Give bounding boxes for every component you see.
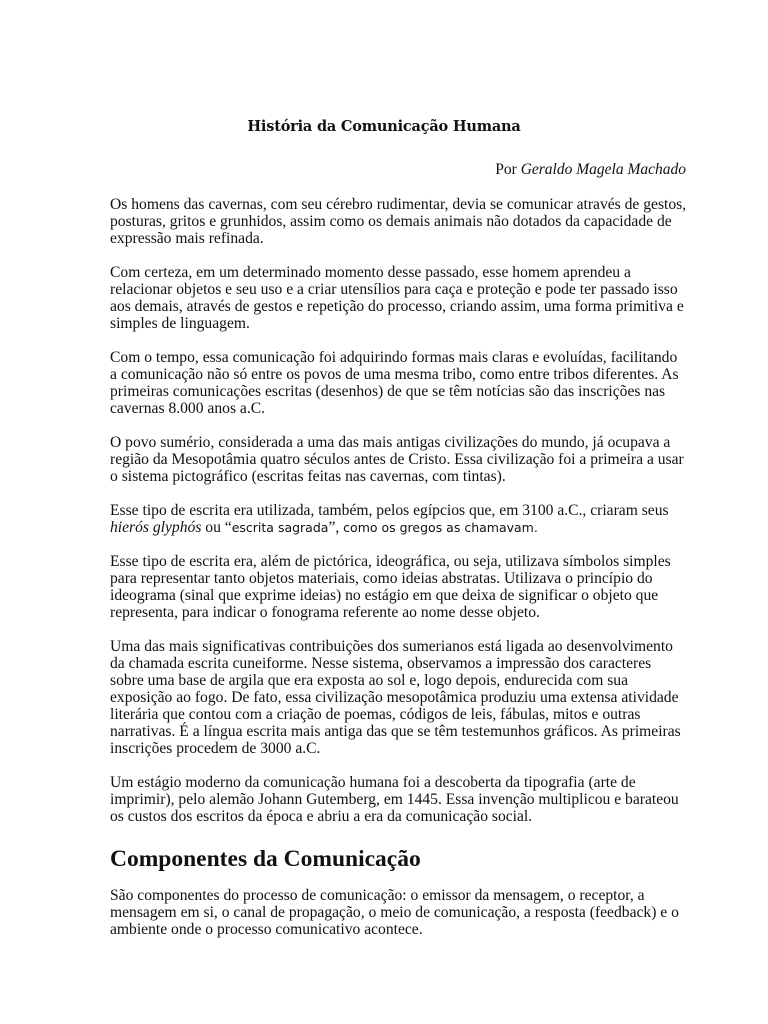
- paragraph-ideographic: Esse tipo de escrita era, além de pictórica, ideográfica, ou seja, utilizava símbolos simples para representar tanto objetos materiais, como ideias abstratas. Utilizava o princípio do ideograma (sinal que exprime ideias) no estágio em que deixa de significar o objeto que representa, para indicar o fonograma referente ao nome desse objeto.: [110, 553, 671, 621]
- sacred-writing-term: escrita sagrada: [231, 520, 329, 535]
- hieros-glyphos-term: hierós glyphós: [110, 519, 202, 536]
- paragraph-egyptians: [110, 502, 688, 536]
- section-heading-components: Componentes da Comunicação: [110, 846, 421, 872]
- author-name: Geraldo Magela Machado: [520, 161, 686, 178]
- egyptian-text-4: como os gregos as chamavam.: [343, 520, 538, 535]
- paragraph-components: São componentes do processo de comunicação: o emissor da mensagem, o receptor, a mensagem em si, o canal de propagação, o meio de comunicação, a resposta (feedback) e o ambiente onde o processo comunicativo acontece.: [110, 887, 679, 938]
- paragraph-cave-men: Os homens das cavernas, com seu cérebro rudimentar, devia se comunicar através de gestos, posturas, gritos e grunhidos, assim como os demais animais não dotados da capacidade de expressão mais refinada.: [110, 196, 687, 247]
- paragraph-sumerians: O povo sumério, considerada a uma das mais antigas civilizações do mundo, já ocupava a região da Mesopotâmia quatro séculos antes de Cristo. Essa civilização foi a primeira a usar o sistema pictográfico (escritas feitas nas cavernas, com tintas).: [110, 434, 684, 485]
- author-byline: [495, 161, 686, 178]
- document-body: [110, 196, 688, 955]
- byline-prefix: Por: [495, 161, 521, 178]
- egyptian-text-1: Esse tipo de escrita era utilizada, também, pelos egípcios que, em 3100 a.C., criaram seus: [110, 502, 669, 519]
- paragraph-cuneiform: Uma das mais significativas contribuições dos sumerianos está ligada ao desenvolvimento da chamada escrita cuneiforme. Nesse sistema, observamos a impressão dos caracteres sobre uma base de argila que era exposta ao sol e, logo depois, endurecida com sua exposição ao fogo. De fato, essa civilização mesopotâmica produziu uma extensa atividade literária que contou com a criação de poemas, códigos de leis, fábulas, mitos e outras narrativas. É a língua escrita mais antiga das que se têm testemunhos gráficos. As primeiras inscrições procedem de 3000 a.C.: [110, 638, 681, 757]
- egyptian-text-2: ou “: [201, 519, 232, 536]
- paragraph-typography: Um estágio moderno da comunicação humana foi a descoberta da tipografia (arte de imprimir), pelo alemão Johann Gutemberg, em 1445. Essa invenção multiplicou e barateou os custos dos escritos da época e abriu a era da comunicação social.: [110, 774, 679, 825]
- paragraph-written-communication: Com o tempo, essa comunicação foi adquirindo formas mais claras e evoluídas, facilitando a comunicação não só entre os povos de uma mesma tribo, como entre tribos diferentes. As primeiras comunicações escritas (desenhos) de que se têm notícias são das inscrições nas cavernas 8.000 anos a.C.: [110, 349, 679, 417]
- paragraph-primitive-language: Com certeza, em um determinado momento desse passado, esse homem aprendeu a relacionar objetos e seu uso e a criar utensílios para caça e proteção e pode ter passado isso aos demais, através de gestos e repetição do processo, criando assim, uma forma primitiva e simples de linguagem.: [110, 264, 684, 332]
- document-title: História da Comunicação Humana: [247, 118, 521, 135]
- egyptian-text-3: ”,: [328, 519, 344, 536]
